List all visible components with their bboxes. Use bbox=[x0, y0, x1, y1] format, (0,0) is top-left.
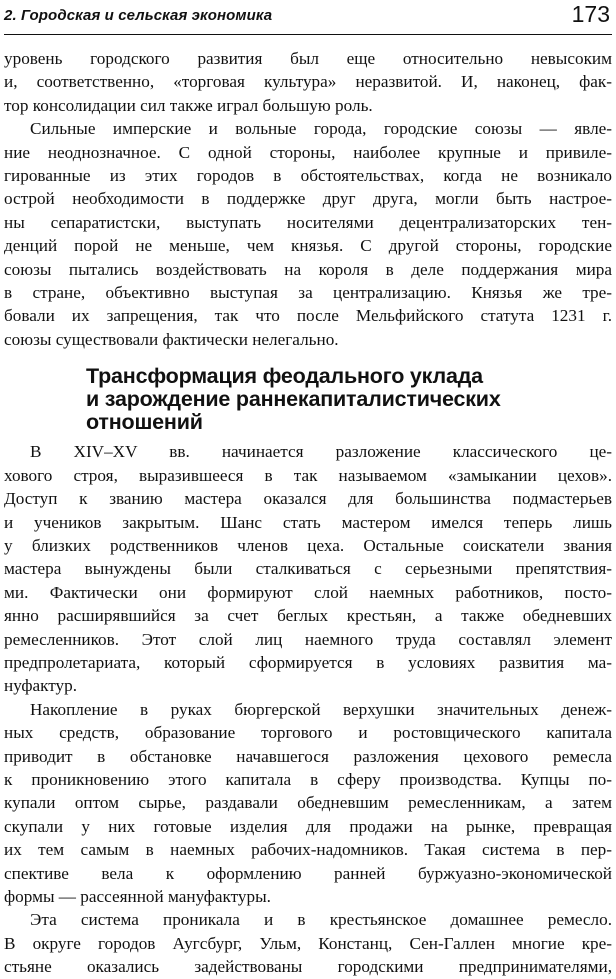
text-line: ремесленников. Этот слой лиц наемного труда составлял элемент bbox=[4, 629, 612, 649]
text-line: союзы существовали фактически нелегально. bbox=[4, 329, 339, 349]
heading-line: и зарождение раннекапиталистических bbox=[86, 387, 501, 412]
section-heading bbox=[86, 365, 612, 434]
text-line: и учеников закрытым. Шанс стать мастером имелся теперь лишь bbox=[4, 512, 612, 532]
paragraph bbox=[4, 908, 612, 978]
paragraph bbox=[4, 698, 612, 909]
text-line: мастера вынуждены были сталкиваться с серьезными препятствия- bbox=[4, 559, 612, 579]
text-line: Сильные имперские и вольные города, городские союзы — явле- bbox=[30, 119, 612, 139]
text-line: купали оптом сырье, раздавали обедневшим ремесленникам, а затем bbox=[4, 793, 612, 813]
text-line: острой необходимости в поддержке друг друга, могли быть настрое- bbox=[4, 189, 612, 209]
text-line: нуфактур. bbox=[4, 676, 78, 696]
text-line: тор консолидации сил также играл большую роль. bbox=[4, 95, 373, 115]
text-line: к проникновению этого капитала в сферу производства. Купцы по- bbox=[4, 769, 612, 789]
page-number: 173 bbox=[571, 1, 610, 27]
text-line: у близких родственников членов цеха. Остальные соискатели звания bbox=[4, 535, 612, 555]
text-line: В XIV–XV вв. начинается разложение классического це- bbox=[30, 442, 612, 462]
book-page bbox=[4, 0, 612, 977]
text-line: союзы пытались воздействовать на короля в деле поддержания мира bbox=[4, 259, 612, 279]
text-line: Эта система проникала и в крестьянское домашнее ремесло. bbox=[30, 910, 612, 930]
text-line: ние неоднозначное. С одной стороны, наиболее крупные и привиле- bbox=[4, 142, 612, 162]
text-line: приводит в обстановке начавшегося разложения цехового ремесла bbox=[4, 746, 612, 766]
text-line: ми. Фактически они формируют слой наемных работников, посто- bbox=[4, 582, 612, 602]
text-line: скупали у них готовые изделия для продажи на рынке, превращая bbox=[4, 816, 612, 836]
text-line: денций порой не меньше, чем князья. С другой стороны, городские bbox=[4, 236, 612, 256]
text-line: янно расширявшийся за счет беглых крестьян, а также обедневших bbox=[4, 606, 612, 626]
running-head bbox=[4, 0, 612, 35]
body-text bbox=[4, 47, 612, 979]
heading-line: отношений bbox=[86, 410, 203, 435]
text-line: ны сепаратистски, выступать носителями децентрализаторских тен- bbox=[4, 212, 612, 232]
text-line: предпролетариата, который сформируется в условиях развития ма- bbox=[4, 652, 612, 672]
text-line: гированные из этих городов в обстоятельствах, когда не возникало bbox=[4, 166, 612, 186]
text-line: спективе вела к оформлению ранней буржуазно-экономической bbox=[4, 863, 612, 883]
text-line: уровень городского развития был еще относительно невысоким bbox=[4, 49, 612, 68]
text-line: Доступ к званию мастера оказался для большинства подмастерьев bbox=[4, 489, 612, 509]
text-line: в стране, объективно выступая за централизацию. Князья же тре- bbox=[4, 283, 612, 303]
text-line: хового строя, выразившееся в так называемом «замыкании цехов». bbox=[4, 465, 612, 485]
heading-line: Трансформация феодального уклада bbox=[86, 364, 483, 389]
text-line: Накопление в руках бюргерской верхушки значительных денеж- bbox=[30, 699, 612, 719]
text-line: стьяне оказались задействованы городскими предпринимателями, bbox=[4, 957, 612, 977]
text-line: их тем самым в наемных рабочих-надомников. Такая система в пер- bbox=[4, 840, 612, 860]
chapter-title: 2. Городская и сельская экономика bbox=[4, 7, 273, 24]
paragraph bbox=[4, 47, 612, 117]
paragraph bbox=[4, 440, 612, 697]
text-line: формы — рассеянной мануфактуры. bbox=[4, 887, 271, 906]
text-line: бовали их запрещения, так что после Мельфийского статута 1231 г. bbox=[4, 306, 612, 326]
text-line: и, соответственно, «торговая культура» неразвитой. И, наконец, фак- bbox=[4, 72, 612, 92]
text-line: В округе городов Аугсбург, Ульм, Констанц, Сен-Галлен многие кре- bbox=[4, 933, 612, 953]
text-line: ных средств, образование торгового и ростовщического капитала bbox=[4, 723, 612, 743]
paragraph bbox=[4, 117, 612, 351]
